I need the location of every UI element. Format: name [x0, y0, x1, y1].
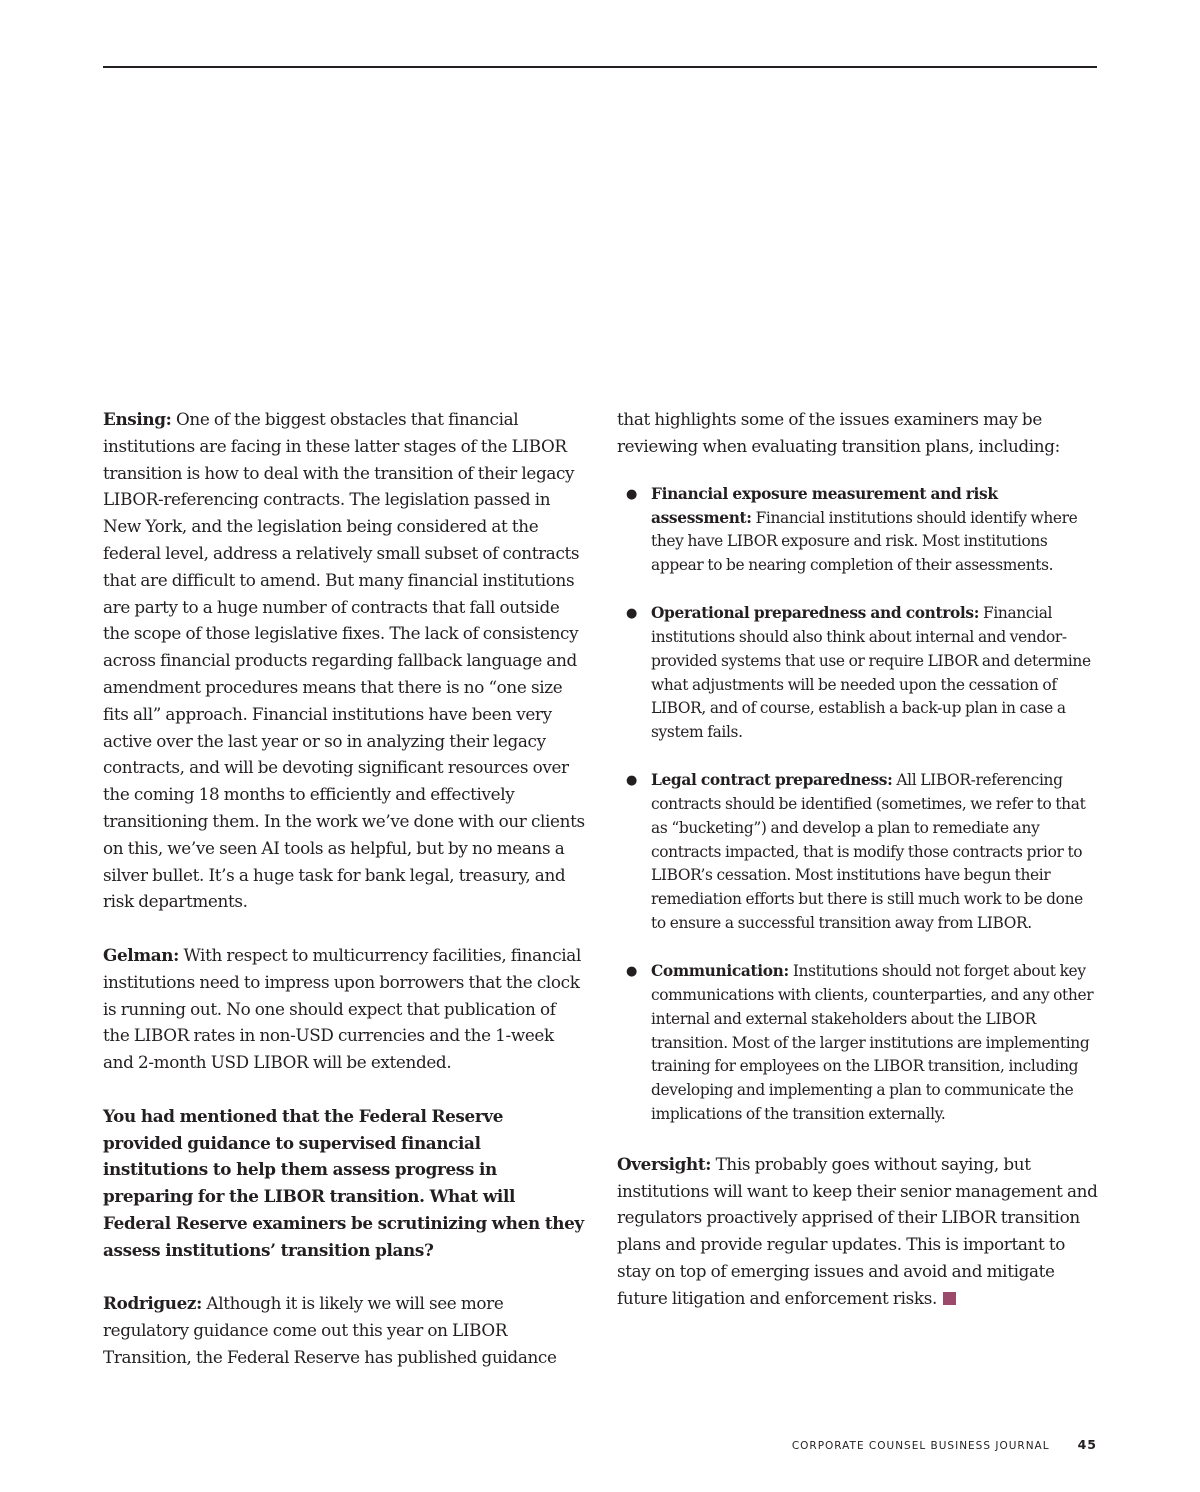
- list-item-title: Legal contract preparedness:: [651, 770, 893, 789]
- speaker-rodriguez: Rodriguez:: [103, 1293, 202, 1314]
- list-item-text: All LIBOR-referencing contracts should be identified (sometimes, we refer to that as “bucketing”) and develop a plan to remediate any contracts impacted, that is modify those contracts prior to LIBOR’s cessation. Most institutions have begun their remediation efforts but there is still much work to be done to ensure a successful transition away from LIBOR.: [651, 770, 1086, 933]
- right-column: [617, 406, 1101, 1338]
- page-footer: [792, 1434, 1097, 1453]
- ensing-text: One of the biggest obstacles that financial institutions are facing in these latter stages of the LIBOR transition is how to deal with the transition of their legacy LIBOR-referencing contracts. The legislation passed in New York, and the legislation being considered at the federal level, address a relatively small subset of contracts that are difficult to amend. But many financial institutions are party to a huge number of contracts that fall outside the scope of those legislative fixes. The lack of consistency across financial products regarding fallback language and amendment procedures means that there is no “one size fits all” approach. Financial institutions have been very active over the last year or so in analyzing their legacy contracts, and will be devoting significant resources over the coming 18 months to efficiently and effectively transitioning them. In the work we’ve done with our clients on this, we’ve seen AI tools as helpful, but by no means a silver bullet. It’s a huge task for bank legal, treasury, and risk departments.: [103, 409, 585, 912]
- list-item-title: Communication:: [651, 961, 789, 980]
- top-rule: [103, 66, 1097, 68]
- bullet-icon: ●: [626, 605, 637, 621]
- bullet-icon: ●: [626, 772, 637, 788]
- list-item-title: Financial exposure measurement and risk assessment:: [651, 484, 998, 527]
- interview-question: You had mentioned that the Federal Reserve provided guidance to supervised financial institutions to help them assess progress in preparing for the LIBOR transition. What will Federal Reserve examiners be scrutinizing when they assess institutions’ transition plans?: [103, 1105, 584, 1260]
- bullet-icon: ●: [626, 486, 637, 502]
- rodriguez-paragraph: [103, 1290, 585, 1370]
- end-of-article-mark: [943, 1292, 956, 1305]
- list-item-text: Institutions should not forget about key communications with clients, counterparties, and any other internal and external stakeholders about the LIBOR transition. Most of the larger institutions are implementing training for employees on the LIBOR transition, including developing and implementing a plan to communicate the implications of the transition externally.: [651, 961, 1094, 1124]
- journal-name: CORPORATE COUNSEL BUSINESS JOURNAL: [791, 1440, 1050, 1452]
- gelman-text: With respect to multicurrency facilities, financial institutions need to impress upon borrowers that the clock is running out. No one should expect that publication of the LIBOR rates in non-USD currencies and the 1-week and 2-month USD LIBOR will be extended.: [103, 944, 581, 1073]
- ensing-paragraph: [103, 406, 585, 915]
- oversight-text: This probably goes without saying, but institutions will want to keep their senior management and regulators proactively apprised of their LIBOR transition plans and provide regular updates. This is important to stay on top of emerging issues and avoid and mitigate future litigation and enforcement risks.: [617, 1153, 1098, 1308]
- list-item-text: Financial institutions should identify where they have LIBOR exposure and risk. Most institutions appear to be nearing completion of their assessments.: [651, 508, 1078, 575]
- list-item: [617, 960, 1101, 1127]
- intro-paragraph: that highlights some of the issues examiners may be reviewing when evaluating transition plans, including:: [617, 409, 1060, 456]
- page-number: 45: [1077, 1437, 1097, 1452]
- list-item-text: Financial institutions should also think about internal and vendor-provided systems that use or require LIBOR and determine what adjustments will be needed upon the cessation of LIBOR, and of course, establish a back-up plan in case a system fails.: [651, 603, 1091, 742]
- examiner-issues-list: [617, 483, 1101, 1128]
- speaker-gelman: Gelman:: [103, 944, 179, 965]
- bullet-icon: ●: [626, 963, 637, 979]
- left-column: [103, 406, 585, 1397]
- oversight-title: Oversight:: [617, 1153, 712, 1174]
- list-item: [617, 602, 1101, 745]
- list-item: [617, 769, 1101, 936]
- list-item: [617, 483, 1101, 579]
- gelman-paragraph: [103, 942, 585, 1076]
- oversight-paragraph: [617, 1151, 1101, 1312]
- rodriguez-text: Although it is likely we will see more regulatory guidance come out this year on LIBOR Transition, the Federal Reserve has published guidance: [103, 1293, 557, 1367]
- list-item-title: Operational preparedness and controls:: [651, 603, 980, 622]
- speaker-ensing: Ensing:: [103, 409, 172, 429]
